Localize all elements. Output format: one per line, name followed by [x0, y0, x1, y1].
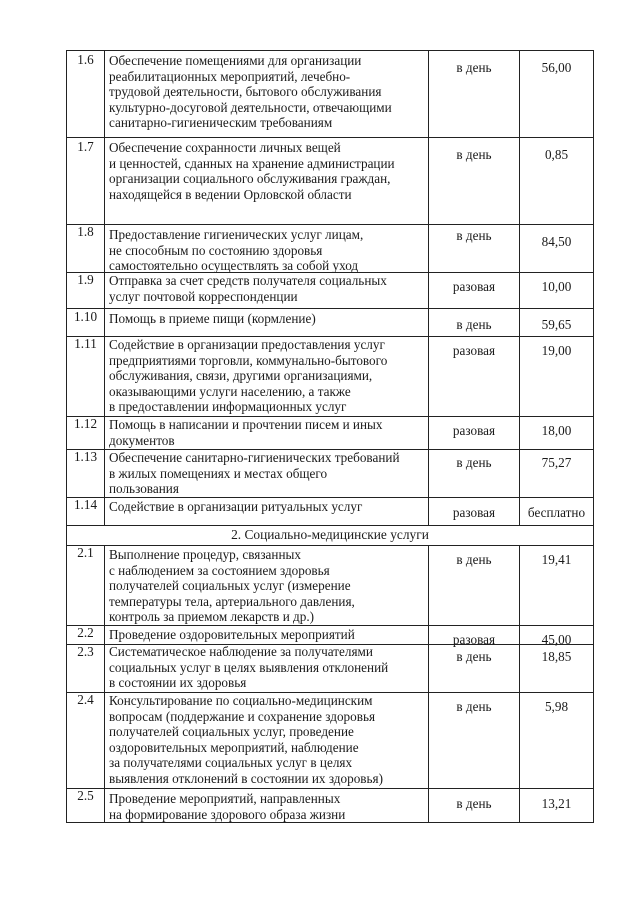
service-name: Помощь в приеме пищи (кормление): [105, 308, 429, 336]
table-row: [66, 545, 594, 625]
service-name: Выполнение процедур, связанных с наблюдением за состоянием здоровья получателей социальных услуг (измерение температуры тела, артериального давления, контроль за приемом лекарств и др.): [105, 545, 429, 625]
row-number: 1.10: [66, 308, 105, 336]
table-rule: [66, 224, 594, 225]
table-rule: [66, 692, 594, 693]
service-name: Помощь в написании и прочтении писем и иных документов: [105, 416, 429, 449]
service-unit: разовая: [429, 625, 520, 644]
table-row: [66, 497, 594, 525]
row-number: 1.13: [66, 449, 105, 497]
service-price: 19,00: [520, 336, 594, 416]
table-row: [66, 788, 594, 822]
table-row: [66, 692, 594, 788]
service-price: 84,50: [520, 224, 594, 272]
service-price: 10,00: [520, 272, 594, 308]
service-unit: разовая: [429, 336, 520, 416]
table-rule: [66, 822, 594, 823]
service-price: бесплатно: [520, 497, 594, 525]
table-rule: [66, 137, 594, 138]
row-number: 1.12: [66, 416, 105, 449]
table-rule: [66, 545, 594, 546]
table-rule: [66, 644, 594, 645]
table-row: [66, 644, 594, 692]
service-name: Обеспечение санитарно-гигиенических требований в жилых помещениях и местах общего пользования: [105, 449, 429, 497]
table-rule: [66, 50, 594, 51]
row-number: 2.1: [66, 545, 105, 625]
row-number: 1.11: [66, 336, 105, 416]
service-price: 18,00: [520, 416, 594, 449]
table-row: [66, 449, 594, 497]
row-number: 2.4: [66, 692, 105, 788]
service-unit: в день: [429, 449, 520, 497]
table-row: [66, 625, 594, 647]
table-row: [66, 224, 594, 272]
table-row: [66, 137, 594, 224]
service-unit: разовая: [429, 497, 520, 525]
service-name: Отправка за счет средств получателя социальных услуг почтовой корреспонденции: [105, 272, 429, 308]
table-row: [66, 50, 594, 137]
service-name: Предоставление гигиенических услуг лицам, не способным по состоянию здоровья самостоятельно осуществлять за собой уход: [105, 224, 429, 272]
service-unit: в день: [429, 224, 520, 272]
table-rule: [66, 449, 594, 450]
service-unit: в день: [429, 308, 520, 336]
table-rule: [66, 336, 594, 337]
row-number: 2.2: [66, 625, 105, 644]
service-unit: в день: [429, 692, 520, 788]
table-rule: [66, 308, 594, 309]
table-rule: [66, 525, 594, 526]
row-number: 1.6: [66, 50, 105, 137]
service-price: 0,85: [520, 137, 594, 224]
service-name: Систематическое наблюдение за получателями социальных услуг в целях выявления отклонений в состоянии их здоровья: [105, 644, 429, 692]
service-price: 59,65: [520, 308, 594, 336]
table-row: [66, 416, 594, 449]
service-unit: в день: [429, 137, 520, 224]
table-rule: [66, 788, 594, 789]
service-unit: в день: [429, 545, 520, 625]
service-unit: в день: [429, 788, 520, 822]
service-name: Обеспечение сохранности личных вещей и ценностей, сданных на хранение администрации организации социального обслуживания граждан, находящейся в ведении Орловской области: [105, 137, 429, 224]
table-rule: [66, 416, 594, 417]
service-name: Обеспечение помещениями для организации реабилитационных мероприятий, лечебно- трудовой деятельности, бытового обслуживания культурно-досуговой деятельности, отвечающими санитарно-гигиеническим требованиям: [105, 50, 429, 137]
table-row: [66, 308, 594, 336]
table-rule: [66, 625, 594, 626]
service-price: 56,00: [520, 50, 594, 137]
service-price: 18,85: [520, 644, 594, 692]
service-unit: в день: [429, 644, 520, 692]
service-price: 13,21: [520, 788, 594, 822]
row-number: 1.9: [66, 272, 105, 308]
row-number: 1.7: [66, 137, 105, 224]
row-number: 1.8: [66, 224, 105, 272]
table-row: [66, 272, 594, 308]
service-price: 5,98: [520, 692, 594, 788]
row-number: 2.5: [66, 788, 105, 822]
table-row: [66, 336, 594, 416]
service-price: 45,00: [520, 625, 594, 644]
table-rule: [66, 497, 594, 498]
service-price: 75,27: [520, 449, 594, 497]
service-name: Содействие в организации предоставления услуг предприятиями торговли, коммунально-бытового обслуживания, связи, другими организациями, оказывающими услуги населению, а также в предоставлении информационных услуг: [105, 336, 429, 416]
row-number: 2.3: [66, 644, 105, 692]
table-rule: [66, 272, 594, 273]
row-number: 1.14: [66, 497, 105, 525]
service-unit: разовая: [429, 416, 520, 449]
service-unit: разовая: [429, 272, 520, 308]
service-unit: в день: [429, 50, 520, 137]
service-name: Консультирование по социально-медицинским вопросам (поддержание и сохранение здоровья получателей социальных услуг, проведение оздоровительных мероприятий, наблюдение за получателями социальных услуг в целях выявления отклонений в состоянии их здоровья): [105, 692, 429, 788]
service-price: 19,41: [520, 545, 594, 625]
service-name: Содействие в организации ритуальных услуг: [105, 497, 429, 525]
service-name: Проведение мероприятий, направленных на формирование здорового образа жизни: [105, 788, 429, 822]
section-heading: 2. Социально-медицинские услуги: [66, 525, 594, 545]
service-name: Проведение оздоровительных мероприятий: [105, 625, 429, 644]
